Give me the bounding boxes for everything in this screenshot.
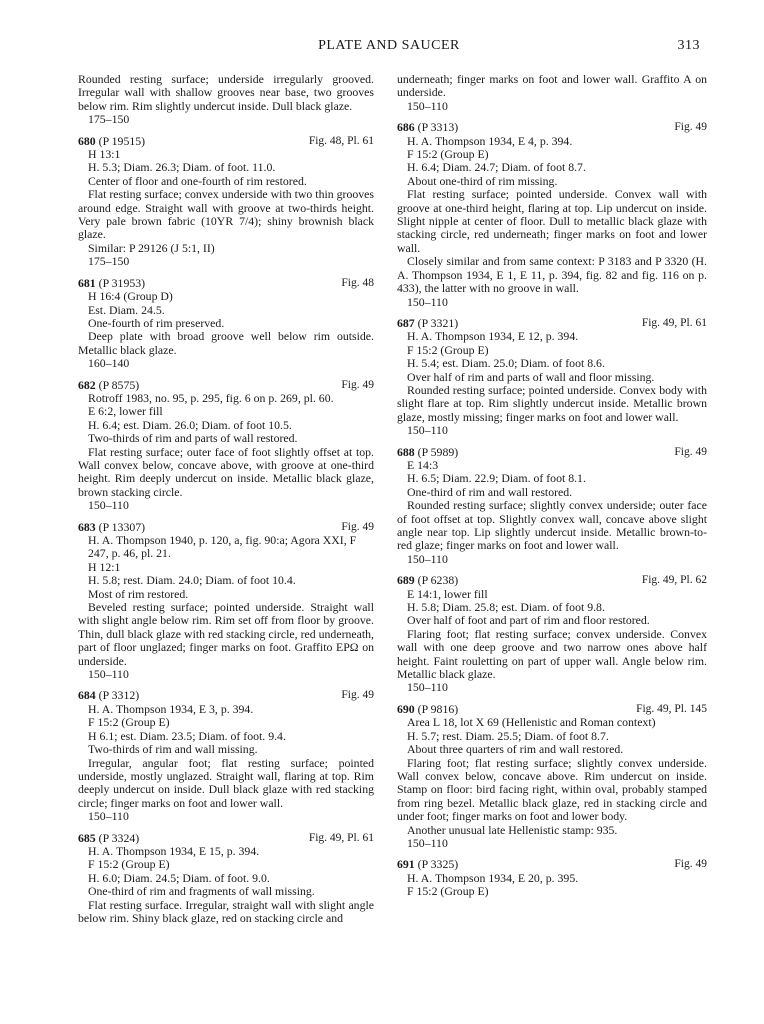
catalog-entry-685 <box>78 832 374 926</box>
entry-detail: H. 6.4; Diam. 24.7; Diam. of foot 8.7. <box>407 160 586 175</box>
running-title: PLATE AND SAUCER <box>318 38 460 53</box>
catalog-entry-681 <box>78 277 374 371</box>
entry-date: 175–150 <box>88 254 130 269</box>
inventory-number: (P 9816) <box>417 701 459 716</box>
entry-detail: F 15:2 (Group E) <box>88 857 170 872</box>
entry-date: 150–110 <box>407 423 448 438</box>
entry-description: Irregular, angular foot; flat resting surface; pointed underside, mostly unglazed. Straight wall, flaring at top. Rim deeply undercut on inside. Dull black glaze with red stacking circle; finger marks on foot and lower wall. <box>78 755 374 810</box>
entry-number: 685 <box>78 830 96 845</box>
entry-detail: H. A. Thompson 1940, p. 120, a, fig. 90:a; Agora XXI, F 247, p. 46, pl. 21. <box>88 533 357 561</box>
entry-detail: One-third of rim and fragments of wall missing. <box>88 884 315 899</box>
figure-reference: Fig. 49 <box>341 689 374 702</box>
entry-detail: F 15:2 (Group E) <box>88 715 170 730</box>
catalog-entry-683 <box>78 521 374 682</box>
entry-heading <box>78 689 374 702</box>
entry-detail: Over half of foot and part of rim and floor restored. <box>407 613 650 628</box>
entry-date: 150–110 <box>407 98 448 113</box>
entry-date: 150–110 <box>88 667 129 682</box>
entry-description: Rounded resting surface; pointed underside. Convex body with slight flare at top. Rim slightly undercut inside. Metallic brown glaze, mostly missing; finger marks on foot and lower wall. <box>397 382 707 424</box>
entry-date: 150–110 <box>407 835 448 850</box>
entry-detail: H 16:4 (Group D) <box>88 289 173 304</box>
figure-reference: Fig. 49 <box>341 378 374 391</box>
entry-heading <box>397 446 707 459</box>
entry-detail: E 14:3 <box>407 457 439 472</box>
inventory-number: (P 3324) <box>98 830 140 845</box>
entry-detail: H. 6.0; Diam. 24.5; Diam. of foot. 9.0. <box>88 870 270 885</box>
left-column <box>78 73 374 925</box>
entry-detail: One-fourth of rim preserved. <box>88 315 225 330</box>
entry-detail: H. A. Thompson 1934, E 3, p. 394. <box>88 701 254 716</box>
entry-date: 150–110 <box>407 294 448 309</box>
entry-date: 150–110 <box>88 809 129 824</box>
entry-detail: H. A. Thompson 1934, E 20, p. 395. <box>407 870 579 885</box>
entry-description: Rounded resting surface; slightly convex underside; outer face of foot offset at top. Slightly convex wall, concave above slight angle near top. Lip slightly undercut inside. Metallic brown-to-red glaze; finger marks on foot and lower wall. <box>397 498 707 553</box>
entry-number: 683 <box>78 519 96 534</box>
entry-detail: H. 5.4; est. Diam. 25.0; Diam. of foot 8.6. <box>407 356 605 371</box>
inventory-number: (P 3325) <box>417 857 459 872</box>
entry-detail: Center of floor and one-fourth of rim restored. <box>88 173 307 188</box>
figure-reference: Fig. 49, Pl. 61 <box>308 831 374 844</box>
entry-number: 682 <box>78 377 96 392</box>
entry-description: Flat resting surface. Irregular, straight wall with slight angle below rim. Shiny black glaze, red on stacking circle and <box>78 897 374 925</box>
inventory-number: (P 3321) <box>417 315 459 330</box>
figure-reference: Fig. 49 <box>341 520 374 533</box>
catalog-entry-684 <box>78 689 374 823</box>
entry-number: 680 <box>78 133 96 148</box>
figure-reference: Fig. 49, Pl. 62 <box>641 574 707 587</box>
entry-description: Flat resting surface; pointed underside. Convex wall with groove at one-third height, flaring at top. Lip undercut on inside. Slight nipple at center of floor. Dull to metallic black glaze with stacking circle, red underneath; finger marks on foot and lower wall. <box>397 187 707 255</box>
entry-id <box>78 832 139 845</box>
entry-id <box>397 446 458 459</box>
entry-detail: H. A. Thompson 1934, E 12, p. 394. <box>407 329 579 344</box>
entry-heading <box>78 277 374 290</box>
entry-detail: H 13:1 <box>88 147 121 162</box>
catalog-entry-686 <box>397 121 707 309</box>
entry-heading <box>78 521 374 534</box>
entry-detail: About one-third of rim missing. <box>407 173 558 188</box>
entry-description: Beveled resting surface; pointed underside. Straight wall with slight angle below rim. Rim set off from floor by groove. Thin, dull black glaze with red stacking circle, red underneath, part of floor unglazed; finger marks on foot. Graffito EPΩ on underside. <box>78 600 374 668</box>
running-head <box>78 38 700 56</box>
entry-id <box>78 277 145 290</box>
entry-date: 150–110 <box>407 680 448 695</box>
entry-description: Rounded resting surface; underside irregularly grooved. Irregular wall with shallow grooves near base, two grooves below rim. Rim slightly undercut inside. Dull black glaze. <box>78 72 374 113</box>
entry-detail: E 14:1, lower fill <box>407 586 488 601</box>
entry-date: 175–150 <box>88 112 130 127</box>
entry-detail: H. 6.4; est. Diam. 26.0; Diam. of foot 10.5. <box>88 417 292 432</box>
entry-detail: H. 5.8; Diam. 25.8; est. Diam. of foot 9.8. <box>407 600 605 615</box>
inventory-number: (P 3313) <box>417 120 459 135</box>
inventory-number: (P 6238) <box>417 573 459 588</box>
entry-detail: H. 5.7; rest. Diam. 25.5; Diam. of foot 8.7. <box>407 728 609 743</box>
entry-detail: Two-thirds of rim and parts of wall restored. <box>88 431 298 446</box>
catalog-entry-687 <box>397 317 707 438</box>
entry-detail: F 15:2 (Group E) <box>407 147 489 162</box>
entry-date: 150–110 <box>88 498 129 513</box>
entry-detail: One-third of rim and wall restored. <box>407 484 573 499</box>
figure-reference: Fig. 48, Pl. 61 <box>308 134 374 147</box>
catalog-entry-682 <box>78 379 374 513</box>
entry-detail: H 6.1; est. Diam. 23.5; Diam. of foot. 9.4. <box>88 728 286 743</box>
entry-description: underneath; finger marks on foot and lower wall. Graffito A on underside. <box>397 72 707 100</box>
entry-number: 691 <box>397 857 415 872</box>
entry-heading <box>78 832 374 845</box>
entry-id <box>78 689 139 702</box>
entry-id <box>397 703 458 716</box>
entry-description: Flaring foot; flat resting surface; convex underside. Convex wall with one deep groove and two narrow ones above half height. Faint rouletting on part of upper wall. Angle below rim. Metallic black glaze. <box>397 626 707 682</box>
entry-id <box>397 574 458 587</box>
entry-detail: H. A. Thompson 1934, E 15, p. 394. <box>88 843 260 858</box>
entry-detail: Most of rim restored. <box>88 586 189 601</box>
entry-detail: Over half of rim and parts of wall and floor missing. <box>407 369 655 384</box>
entry-detail: Area L 18, lot X 69 (Hellenistic and Roman context) <box>407 715 656 730</box>
page-number: 313 <box>677 38 700 53</box>
right-column <box>397 73 707 899</box>
entry-id <box>397 858 458 871</box>
inventory-number: (P 3312) <box>98 688 140 703</box>
figure-reference: Fig. 49 <box>674 445 707 458</box>
entry-number: 681 <box>78 275 96 290</box>
catalog-entry-689 <box>397 574 707 695</box>
figure-reference: Fig. 49 <box>674 858 707 871</box>
entry-heading <box>397 317 707 330</box>
entry-id <box>397 317 458 330</box>
catalog-entry-680 <box>78 135 374 269</box>
inventory-number: (P 13307) <box>98 519 146 534</box>
entry-heading <box>397 574 707 587</box>
entry-heading <box>397 703 707 716</box>
entry-id <box>397 121 458 134</box>
entry-heading <box>397 121 707 134</box>
entry-heading <box>78 379 374 392</box>
figure-reference: Fig. 49, Pl. 61 <box>641 316 707 329</box>
figure-reference: Fig. 48 <box>341 276 374 289</box>
entry-detail: About three quarters of rim and wall restored. <box>407 742 624 757</box>
figure-reference: Fig. 49, Pl. 145 <box>636 702 707 715</box>
entry-detail: Est. Diam. 24.5. <box>88 302 165 317</box>
entry-id <box>78 521 145 534</box>
entry-detail: Rotroff 1983, no. 95, p. 295, fig. 6 on p. 269, pl. 60. <box>88 390 334 405</box>
entry-description: Flat resting surface; convex underside with two thin grooves around edge. Straight wall with groove at two-thirds height. Very pale brown fabric (10YR 7/4); shiny brownish black glaze. <box>78 187 374 242</box>
inventory-number: (P 5989) <box>417 444 459 459</box>
entry-id <box>78 135 145 148</box>
inventory-number: (P 31953) <box>98 275 146 290</box>
entry-detail: E 6:2, lower fill <box>88 404 163 419</box>
figure-reference: Fig. 49 <box>674 121 707 134</box>
entry-id <box>78 379 139 392</box>
entry-heading <box>397 858 707 871</box>
entry-number: 690 <box>397 701 415 716</box>
inventory-number: (P 19515) <box>98 133 146 148</box>
entry-date: 150–110 <box>407 551 448 566</box>
entry-heading <box>78 135 374 148</box>
entry-number: 684 <box>78 688 96 703</box>
entry-description: Closely similar and from same context: P 3183 and P 3320 (H. A. Thompson 1934, E 1, E 11, p. 394, fig. 82 and fig. 116 on p. 433), the latter with no groove in wall. <box>397 254 707 296</box>
entry-detail: H. 5.3; Diam. 26.3; Diam. of foot. 11.0. <box>88 160 276 175</box>
entry-detail: H. A. Thompson 1934, E 4, p. 394. <box>407 133 573 148</box>
entry-number: 688 <box>397 444 415 459</box>
entry-detail: H. 6.5; Diam. 22.9; Diam. of foot 8.1. <box>407 471 586 486</box>
entry-number: 687 <box>397 315 415 330</box>
column-continuation <box>397 73 707 113</box>
catalog-entry-690 <box>397 703 707 850</box>
entry-description: Another unusual late Hellenistic stamp: 935. <box>407 822 618 837</box>
catalog-entry-688 <box>397 446 707 567</box>
entry-detail: Two-thirds of rim and wall missing. <box>88 742 258 757</box>
entry-description: Similar: P 29126 (J 5:1, II) <box>88 240 215 255</box>
entry-description: Deep plate with broad groove well below rim outside. Metallic black glaze. <box>78 329 374 357</box>
entry-description: Flat resting surface; outer face of foot slightly offset at top. Wall convex below, concave above, with groove at one-third height. Rim deeply undercut on inside. Metallic black glaze, brown stacking circle. <box>78 444 374 499</box>
entry-date: 160–140 <box>88 356 130 371</box>
entry-detail: H 12:1 <box>88 559 121 574</box>
entry-number: 686 <box>397 120 415 135</box>
entry-detail: F 15:2 (Group E) <box>407 342 489 357</box>
catalog-entry-691 <box>397 858 707 898</box>
entry-number: 689 <box>397 573 415 588</box>
entry-detail: H. 5.8; rest. Diam. 24.0; Diam. of foot 10.4. <box>88 573 296 588</box>
column-intro <box>78 73 374 127</box>
entry-detail: F 15:2 (Group E) <box>407 884 489 899</box>
inventory-number: (P 8575) <box>98 377 140 392</box>
entry-description: Flaring foot; flat resting surface; slightly convex underside. Wall convex below, concave above. Rim undercut on inside. Stamp on floor: bird facing right, within oval, probably stamped from ring bezel. Metallic black glaze, red in stacking circle and under foot; finger marks on foot and lower body. <box>397 755 707 824</box>
